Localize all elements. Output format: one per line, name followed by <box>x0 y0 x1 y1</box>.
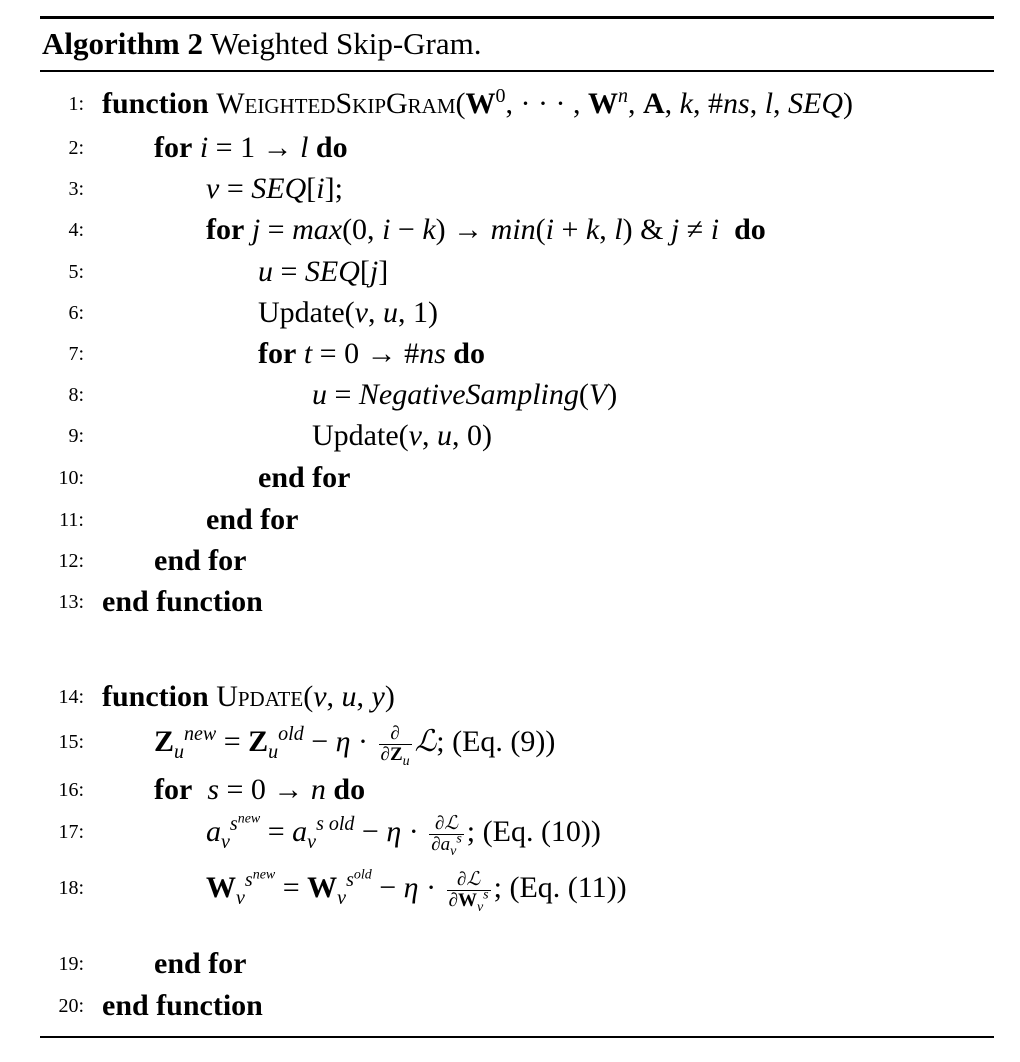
bottom-rule <box>40 1036 994 1038</box>
keyword-function: function <box>102 680 209 713</box>
line-number: 14: <box>58 686 84 708</box>
line-number: 10: <box>58 467 84 489</box>
line-number: 13: <box>58 591 84 613</box>
keyword-do: do <box>315 131 348 164</box>
line-code: Update(v, u, 0) <box>312 419 492 452</box>
function-name-update: Update <box>216 680 304 713</box>
keyword-for: for <box>154 773 193 806</box>
line-number: 9: <box>68 425 84 447</box>
line-code: function Update(v, u, y) <box>102 680 395 713</box>
algorithm-label: Algorithm 2 <box>42 26 204 61</box>
function-name-weighted-skip-gram: WeightedSkipGram <box>216 87 456 120</box>
line-number: 8: <box>68 384 84 406</box>
line-number: 12: <box>58 550 84 572</box>
keyword-for: for <box>154 131 193 164</box>
line-code: for j = max(0, i − k) → min(i + k, l) & j ≠ i do <box>206 213 766 246</box>
keyword-end-function: end function <box>102 585 263 618</box>
function-call-update: Update <box>258 296 345 329</box>
line-number: 1: <box>68 93 84 115</box>
line-number: 17: <box>58 821 84 843</box>
keyword-end-for: end for <box>154 947 247 980</box>
keyword-end-for: end for <box>206 503 299 536</box>
keyword-end-for: end for <box>258 461 351 494</box>
line-number: 18: <box>58 877 84 899</box>
algorithm-title: Weighted Skip-Gram. <box>210 26 482 61</box>
line-number: 15: <box>58 731 84 753</box>
caption-rule <box>40 70 994 72</box>
algorithm-caption <box>42 24 482 64</box>
line-code: $Z_u^{new} = Z_u^{old} - \eta$ · $\frac{\partial}{\partial Z_u}$ ℒ; (Eq. (9)) <box>154 722 556 769</box>
line-number: 5: <box>68 261 84 283</box>
line-number: 20: <box>58 995 84 1017</box>
keyword-do: do <box>333 773 366 806</box>
line-code: Update(v, u, 1) <box>258 296 438 329</box>
line-code: u = SEQ[j] <box>258 255 389 288</box>
keyword-end-function: end function <box>102 989 263 1022</box>
keyword-do: do <box>734 213 766 246</box>
line-number: 6: <box>68 302 84 324</box>
line-number: 16: <box>58 779 84 801</box>
line-code: function $WeightedSkipGram(W^0$, · · · , $W^n$, A, k, #ns, l, SEQ) <box>102 85 854 120</box>
keyword-function: function <box>102 87 209 120</box>
line-code: v = SEQ[i]; <box>206 172 343 205</box>
line-code: $W_v^{s^{new}} = W_v^{s^{old}} - \eta$ · $\frac{\text{∂ℒ}}{\partial W_v^s}$ ; (Eq. (11)) <box>206 867 627 915</box>
line-code: for s = 0 → n do <box>154 773 366 806</box>
line-code: $a_v^{s^{new}} = a_v^{s old} - \eta$ · $\frac{\text{∂ℒ}}{\partial a_v^s}$ ; (Eq. (10)) <box>206 811 601 859</box>
equation-reference: (Eq. (9)) <box>452 725 556 758</box>
function-call-update: Update <box>312 419 399 452</box>
line-code: for t = 0 → #ns do <box>258 337 485 370</box>
line-number: 11: <box>59 509 84 531</box>
keyword-do: do <box>453 337 485 370</box>
function-call-negative-sampling: NegativeSampling <box>358 378 579 411</box>
top-rule <box>40 16 994 19</box>
keyword-for: for <box>258 337 297 370</box>
keyword-end-for: end for <box>154 544 247 577</box>
equation-reference: (Eq. (10)) <box>482 815 601 848</box>
keyword-for: for <box>206 213 245 246</box>
line-number: 19: <box>58 953 84 975</box>
line-code: for i = 1 → l do <box>154 131 348 164</box>
line-number: 4: <box>68 219 84 241</box>
line-number: 7: <box>68 343 84 365</box>
equation-reference: (Eq. (11)) <box>509 871 627 904</box>
line-number: 3: <box>68 178 84 200</box>
line-number: 2: <box>68 137 84 159</box>
line-code: u = NegativeSampling(V) <box>312 378 618 411</box>
